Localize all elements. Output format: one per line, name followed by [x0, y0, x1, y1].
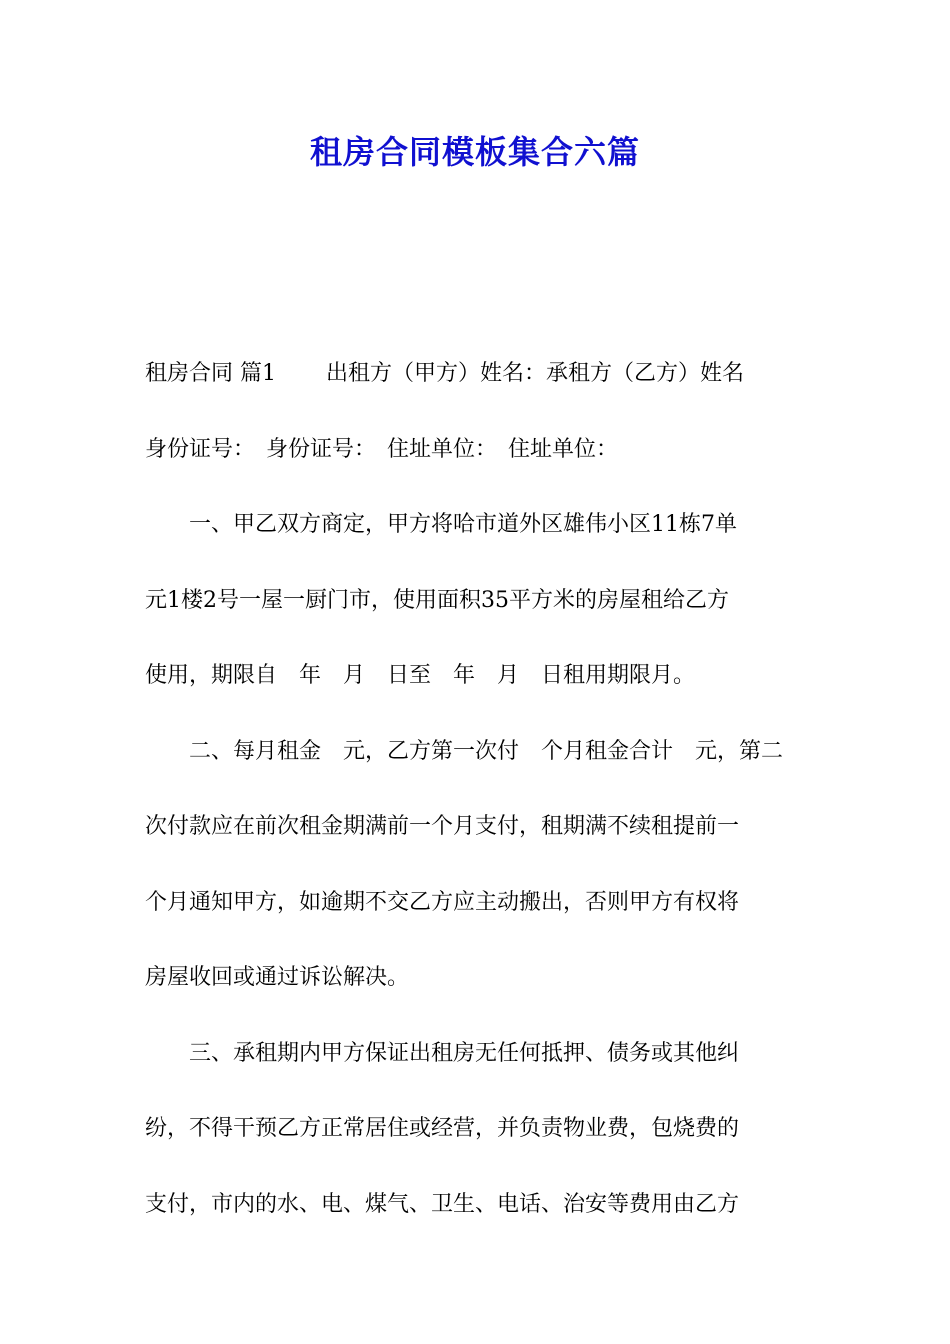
paragraph-line-7: 次付款应在前次租金期满前一个月支付，租期满不续租提前一	[145, 814, 740, 839]
contract-body	[145, 336, 805, 1242]
contract-heading: 租房合同 篇1	[145, 361, 276, 386]
paragraph-line-10: 三、承租期内甲方保证出租房无任何抵押、债务或其他纠	[145, 1040, 740, 1066]
paragraph-line-8: 个月通知甲方，如逾期不交乙方应主动搬出，否则甲方有权将	[145, 889, 740, 915]
document-title: 租房合同模板集合六篇	[309, 133, 640, 171]
paragraph-line-5: 使用，期限自 年 月 日至 年 月 日租用期限月。	[145, 663, 696, 688]
paragraph-line-12: 支付，市内的水、电、煤气、卫生、电话、治安等费用由乙方	[145, 1191, 740, 1217]
paragraph-line-4: 元1楼2号一屋一厨门市，使用面积35平方米的房屋租给乙方	[145, 587, 729, 613]
paragraph-line-1	[145, 336, 805, 412]
paragraph-line-2: 身份证号： 身份证号： 住址单位： 住址单位：	[145, 436, 619, 462]
paragraph-line-3: 一、甲乙双方商定，甲方将哈市道外区雄伟小区11栋7单	[145, 512, 737, 537]
party-names: 出租方（甲方）姓名：承租方（乙方）姓名	[326, 361, 745, 386]
paragraph-line-9: 房屋收回或通过诉讼解决。	[145, 965, 410, 990]
paragraph-line-6: 二、每月租金 元，乙方第一次付 个月租金合计 元，第二	[145, 738, 784, 764]
paragraph-line-11: 纷，不得干预乙方正常居住或经营，并负责物业费，包烧费的	[145, 1116, 740, 1141]
